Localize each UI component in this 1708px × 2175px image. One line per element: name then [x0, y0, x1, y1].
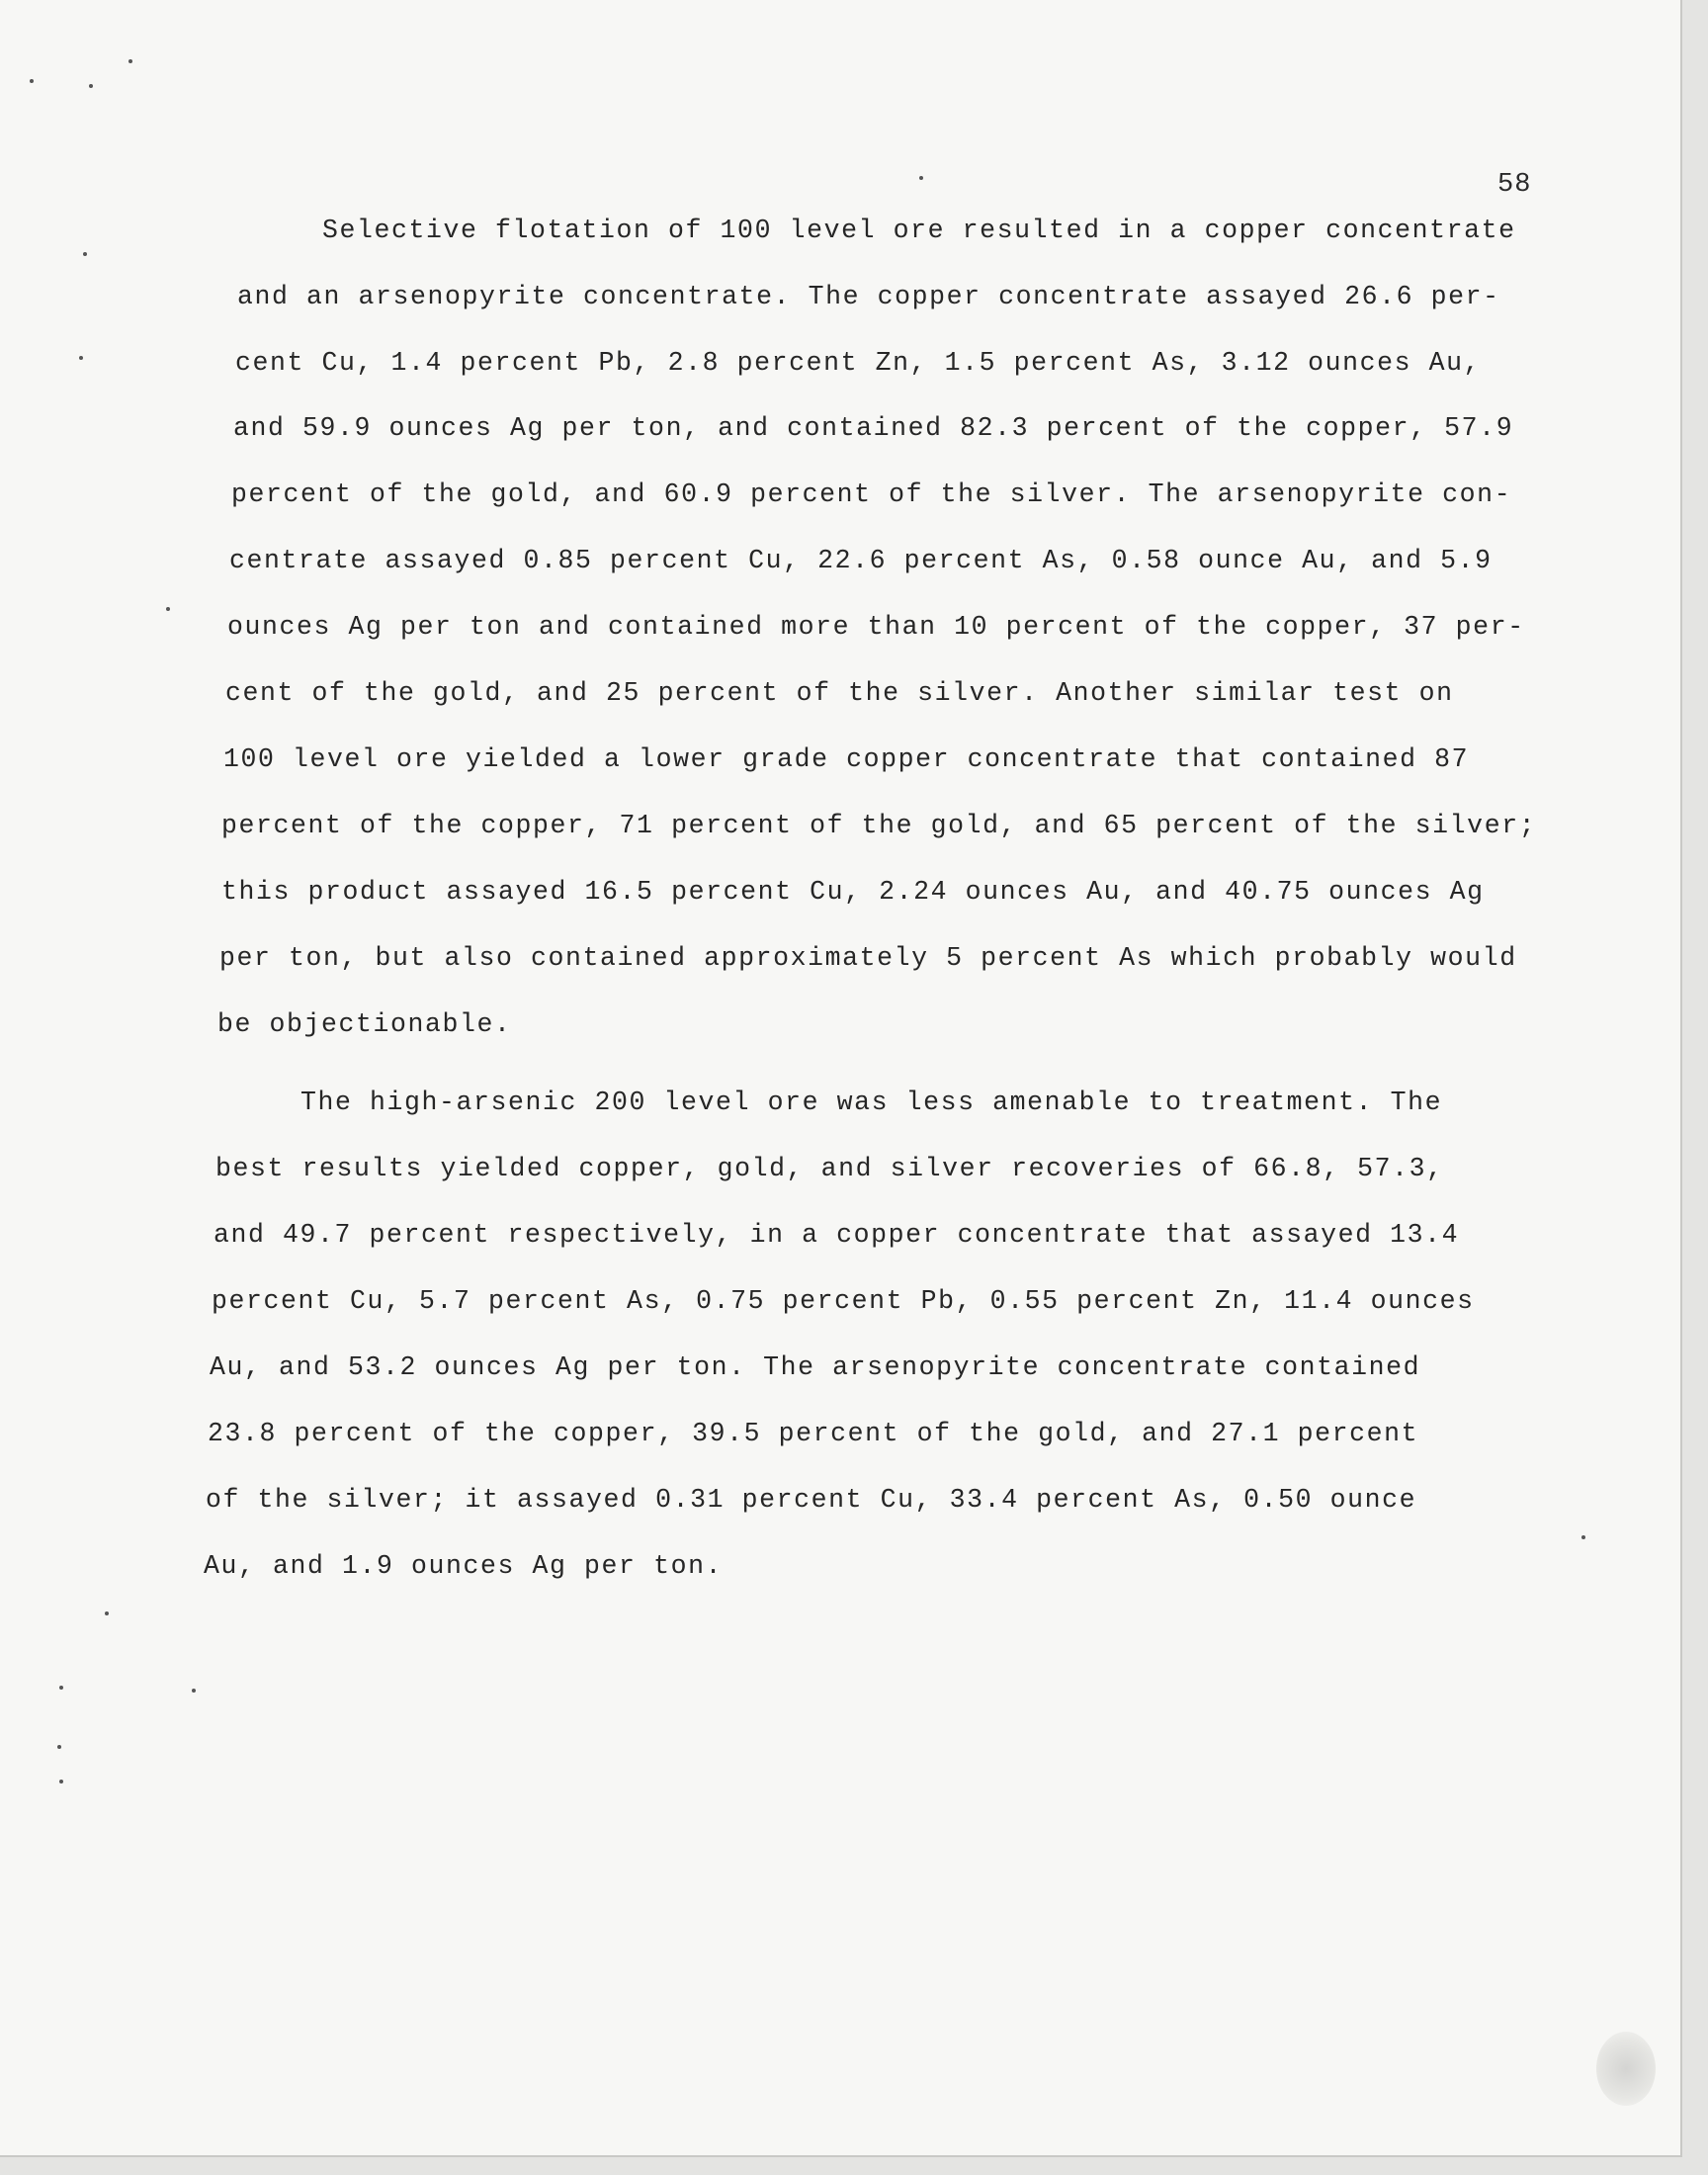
paragraph-2-line: 23.8 percent of the copper, 39.5 percent of the gold, and 27.1 percent [208, 1419, 1419, 1448]
paragraph-1-line: percent of the copper, 71 percent of the gold, and 65 percent of the silver; [221, 811, 1537, 840]
scan-speck [919, 176, 923, 180]
paragraph-2-line: best results yielded copper, gold, and silver recoveries of 66.8, 57.3, [215, 1154, 1444, 1183]
paragraph-2-line: The high-arsenic 200 level ore was less amenable to treatment. The [300, 1088, 1443, 1117]
paragraph-2-line: percent Cu, 5.7 percent As, 0.75 percent Pb, 0.55 percent Zn, 11.4 ounces [212, 1286, 1475, 1316]
paragraph-1-line: ounces Ag per ton and contained more than 10 percent of the copper, 37 per- [227, 612, 1525, 642]
scan-speck [59, 1780, 63, 1784]
scan-speck [30, 79, 34, 83]
scan-speck [59, 1686, 63, 1690]
paragraph-1-line: cent of the gold, and 25 percent of the silver. Another similar test on [225, 678, 1454, 708]
paragraph-1-line: percent of the gold, and 60.9 percent of the silver. The arsenopyrite con- [231, 479, 1512, 509]
paragraph-2-line: of the silver; it assayed 0.31 percent Cu, 33.4 percent As, 0.50 ounce [206, 1485, 1417, 1515]
paragraph-1-line: centrate assayed 0.85 percent Cu, 22.6 percent As, 0.58 ounce Au, and 5.9 [229, 546, 1493, 575]
paragraph-1-line: per ton, but also contained approximately 5 percent As which probably would [219, 943, 1517, 973]
scan-speck [128, 59, 132, 63]
scan-smudge [1596, 2032, 1656, 2106]
paragraph-1-line: this product assayed 16.5 percent Cu, 2.24 ounces Au, and 40.75 ounces Ag [221, 877, 1485, 907]
paragraph-1-line: and an arsenopyrite concentrate. The copper concentrate assayed 26.6 per- [237, 282, 1500, 311]
scan-speck [89, 84, 93, 88]
scan-speck [105, 1611, 109, 1615]
paragraph-1-line: Selective flotation of 100 level ore resulted in a copper concentrate [322, 216, 1516, 245]
paragraph-1-line: 100 level ore yielded a lower grade copper concentrate that contained 87 [223, 744, 1470, 774]
page-number: 58 [1497, 170, 1532, 200]
scan-speck [79, 356, 83, 360]
scan-speck [166, 607, 170, 611]
paragraph-2-line: Au, and 53.2 ounces Ag per ton. The arsenopyrite concentrate contained [210, 1352, 1421, 1382]
paragraph-2-line: Au, and 1.9 ounces Ag per ton. [204, 1551, 724, 1581]
scan-speck [1581, 1535, 1585, 1539]
paragraph-1-line: cent Cu, 1.4 percent Pb, 2.8 percent Zn, 1.5 percent As, 3.12 ounces Au, [235, 348, 1482, 378]
paragraph-1-line: be objectionable. [217, 1009, 512, 1039]
scan-speck [57, 1745, 61, 1749]
scan-speck [192, 1689, 196, 1693]
scan-speck [83, 252, 87, 256]
paragraph-1-line: and 59.9 ounces Ag per ton, and contained 82.3 percent of the copper, 57.9 [233, 413, 1514, 443]
paragraph-2-line: and 49.7 percent respectively, in a copper concentrate that assayed 13.4 [214, 1220, 1460, 1250]
